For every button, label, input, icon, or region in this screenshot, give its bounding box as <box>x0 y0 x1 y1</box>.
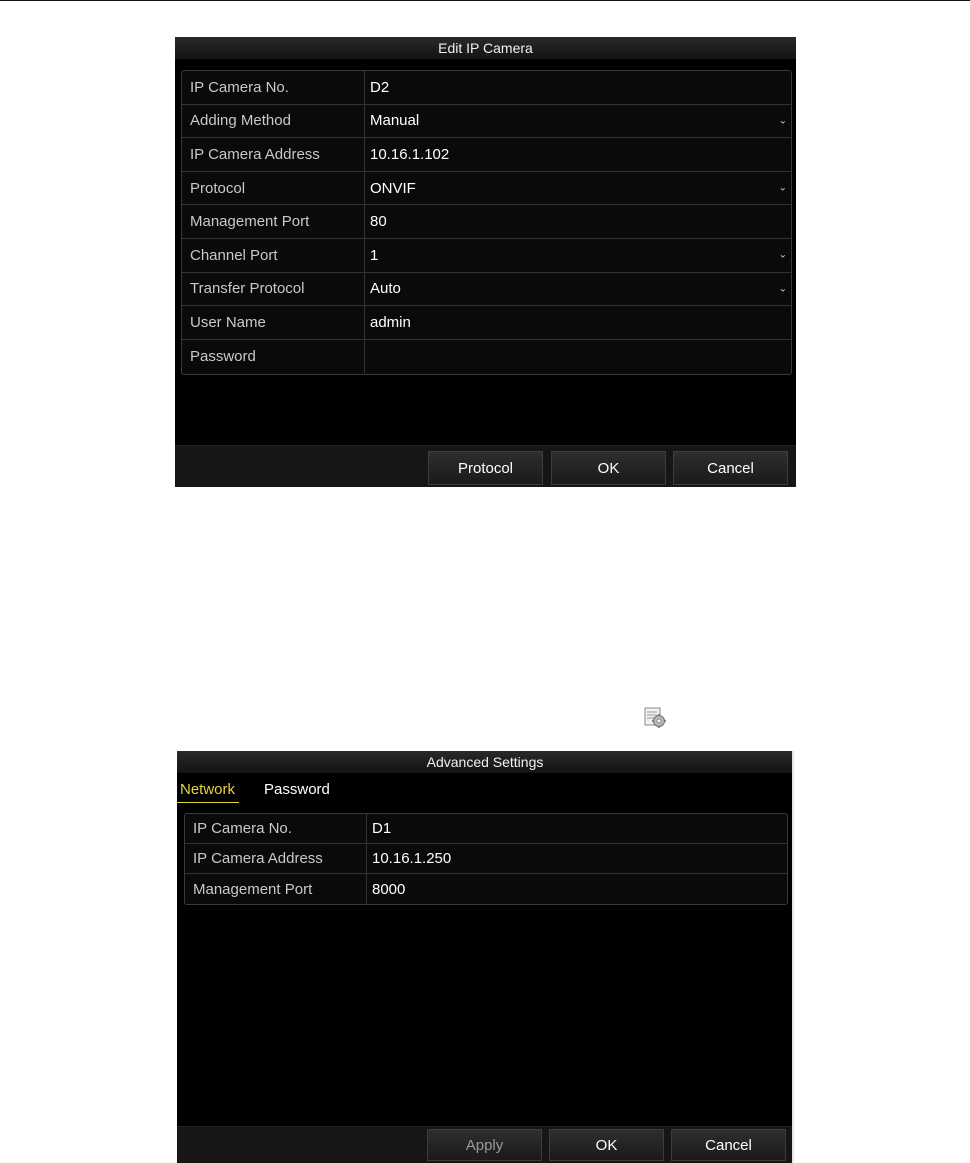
apply-button[interactable]: Apply <box>427 1129 542 1161</box>
row-label: User Name <box>182 306 365 339</box>
row-value: D1 <box>372 820 392 837</box>
advanced-settings-dialog <box>177 751 793 1163</box>
cancel-button[interactable]: Cancel <box>671 1129 786 1161</box>
cancel-button[interactable]: Cancel <box>673 451 788 485</box>
dialog-footer <box>177 1126 793 1163</box>
row-label: Transfer Protocol <box>182 273 365 306</box>
settings-tabs <box>177 781 342 803</box>
row-value: D2 <box>370 78 390 96</box>
row-value: ONVIF <box>370 179 416 197</box>
row-label: IP Camera Address <box>182 138 365 171</box>
edit-ip-camera-dialog <box>175 37 796 487</box>
user-name-field[interactable] <box>365 306 791 339</box>
management-port-field[interactable] <box>367 874 787 904</box>
ok-button[interactable]: OK <box>549 1129 664 1161</box>
row-protocol <box>182 172 791 206</box>
chevron-down-icon[interactable]: ⌄ <box>778 283 787 295</box>
row-ip-camera-address <box>182 138 791 172</box>
chevron-down-icon[interactable]: ⌄ <box>778 249 787 261</box>
row-value: Manual <box>370 112 420 130</box>
row-value: 80 <box>370 213 387 231</box>
adding-method-select[interactable] <box>365 105 791 138</box>
dialog-title: Edit IP Camera <box>175 37 796 59</box>
password-field[interactable] <box>365 340 791 374</box>
channel-port-select[interactable] <box>365 239 791 272</box>
row-label: Password <box>182 340 365 374</box>
row-management-port <box>185 874 787 904</box>
row-label: Management Port <box>185 874 367 904</box>
chevron-down-icon[interactable]: ⌄ <box>778 182 787 194</box>
row-password <box>182 340 791 374</box>
protocol-select[interactable] <box>365 172 791 205</box>
row-transfer-protocol <box>182 273 791 307</box>
row-label: IP Camera Address <box>185 844 367 873</box>
row-value: 8000 <box>372 880 406 898</box>
row-ip-camera-no <box>182 71 791 105</box>
row-value: 10.16.1.250 <box>372 850 452 867</box>
row-adding-method <box>182 105 791 139</box>
row-ip-camera-address <box>185 844 787 874</box>
ip-camera-no-field[interactable] <box>367 814 787 843</box>
ok-button[interactable]: OK <box>551 451 666 485</box>
row-label: IP Camera No. <box>185 814 367 843</box>
row-channel-port <box>182 239 791 273</box>
row-ip-camera-no <box>185 814 787 844</box>
ip-camera-no-field[interactable] <box>365 71 791 104</box>
row-value: admin <box>370 313 411 331</box>
row-value: Auto <box>370 280 401 298</box>
dialog-footer <box>175 445 796 487</box>
row-label: Channel Port <box>182 239 365 272</box>
row-value: 1 <box>370 246 379 264</box>
ip-camera-address-field[interactable] <box>365 138 791 171</box>
row-management-port <box>182 205 791 239</box>
protocol-button[interactable]: Protocol <box>428 451 543 485</box>
gear-settings-icon <box>643 705 667 729</box>
dialog-edge-shadow <box>792 751 794 1163</box>
row-label: IP Camera No. <box>182 71 365 104</box>
tab-network[interactable]: Network <box>177 781 239 803</box>
ip-camera-address-field[interactable] <box>367 844 787 873</box>
management-port-field[interactable] <box>365 205 791 238</box>
row-label: Protocol <box>182 172 365 205</box>
camera-form <box>181 70 792 375</box>
transfer-protocol-select[interactable] <box>365 273 791 306</box>
row-value: 10.16.1.102 <box>370 145 450 163</box>
tab-password[interactable]: Password <box>264 781 330 798</box>
network-form <box>184 813 788 905</box>
page-top-rule <box>0 0 970 1</box>
dialog-title: Advanced Settings <box>177 751 793 773</box>
row-user-name <box>182 306 791 340</box>
row-label: Adding Method <box>182 105 365 138</box>
row-label: Management Port <box>182 205 365 238</box>
chevron-down-icon[interactable]: ⌄ <box>778 115 787 127</box>
